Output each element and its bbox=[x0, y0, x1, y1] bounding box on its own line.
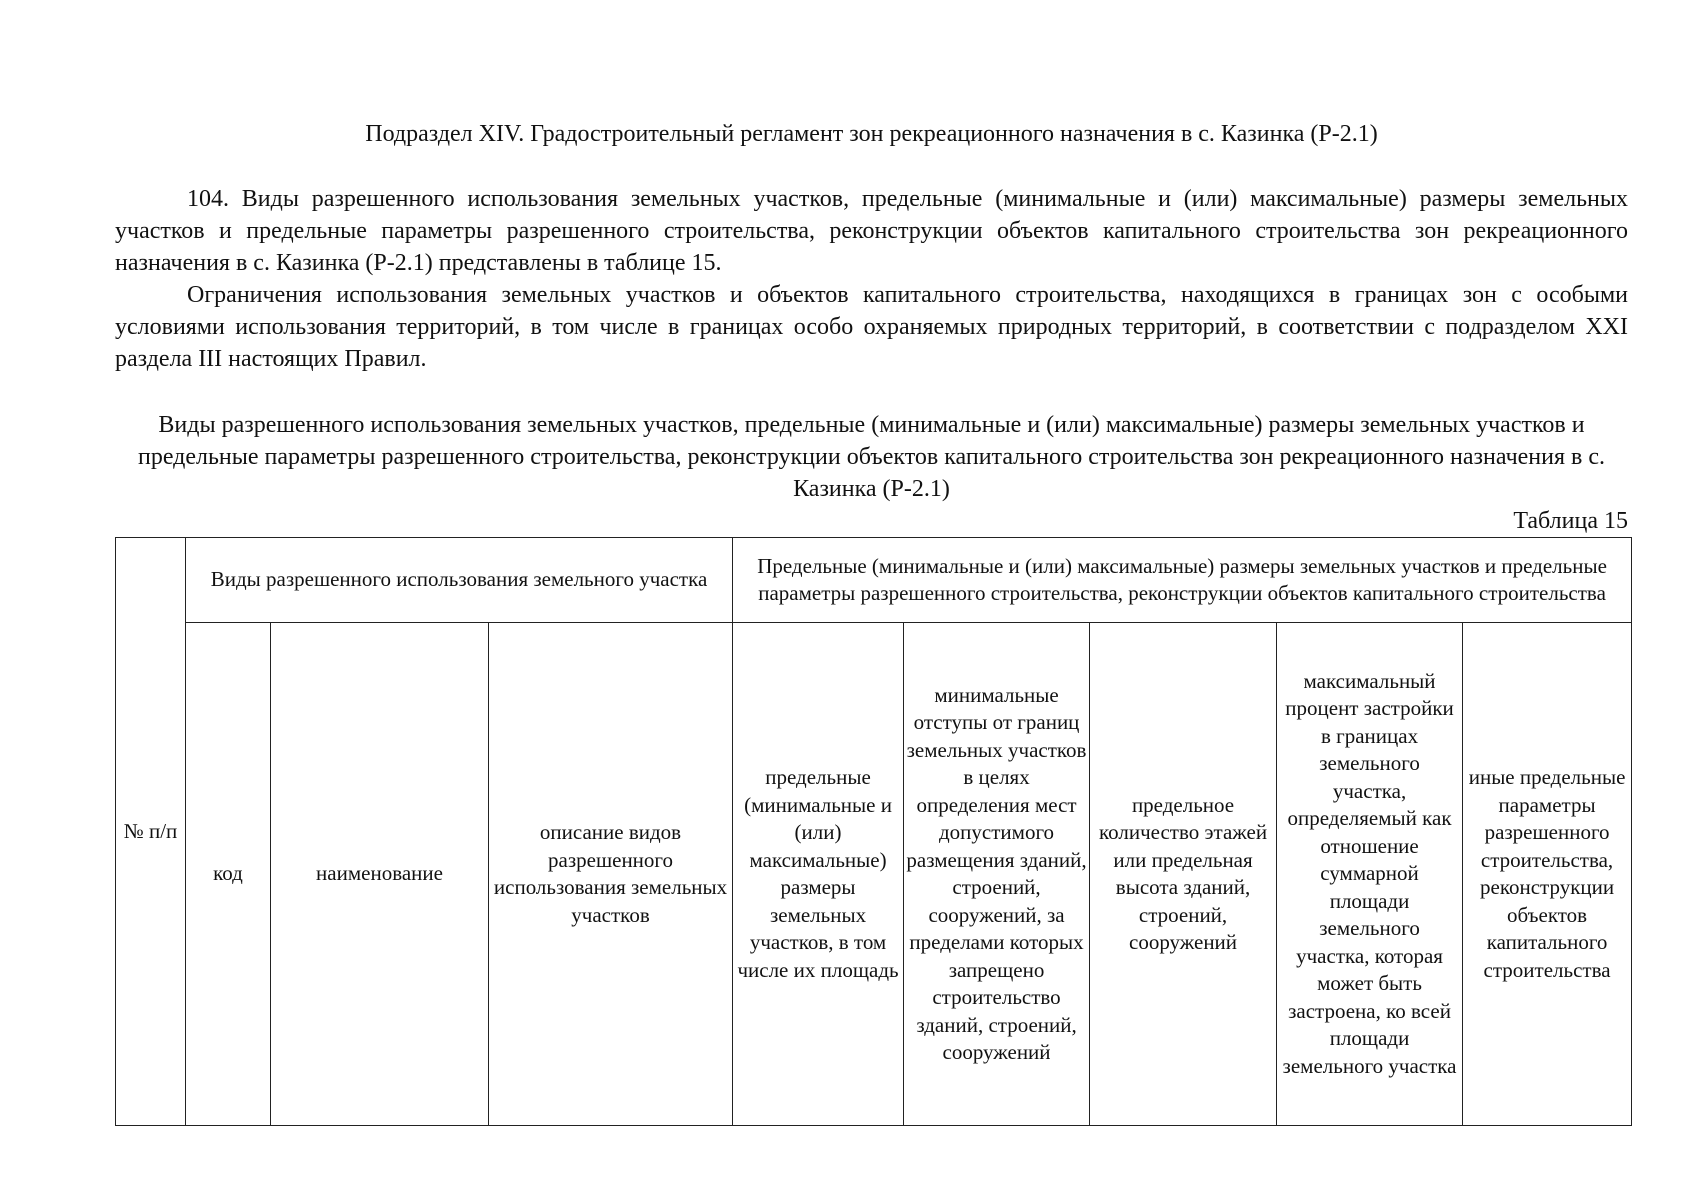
header-coverage: максимальный процент застройки в границах земельного участка, определяемый как отношение суммарной площади земельного участка, которая может быть застроена, ко всей площади земельного участка bbox=[1277, 623, 1463, 1126]
table-caption: Виды разрешенного использования земельных участков, предельные (минимальные и (или) максимальные) размеры земельных участков и предельные параметры разрешенного строительства, реконструкции объектов капитального строительства зон рекреационного назначения в с. Казинка (Р-2.1) bbox=[137, 412, 1606, 502]
table-number: Таблица 15 bbox=[1513, 508, 1628, 534]
header-name: наименование bbox=[271, 623, 489, 1126]
regulations-table bbox=[115, 537, 1632, 1126]
header-group-uses: Виды разрешенного использования земельного участка bbox=[186, 538, 733, 623]
header-group-limits: Предельные (минимальные и (или) максимальные) размеры земельных участков и предельные параметры разрешенного строительства, реконструкции объектов капитального строительства bbox=[733, 538, 1632, 623]
paragraph-104: 104. Виды разрешенного использования земельных участков, предельные (минимальные и (или) максимальные) размеры земельных участков и предельные параметры разрешенного строительства, реконструкции объектов капитального строительства зон рекреационного назначения в с. Казинка (Р-2.1) представлены в таблице 15. bbox=[115, 186, 1628, 276]
header-description: описание видов разрешенного использования земельных участков bbox=[489, 623, 733, 1126]
table-header-row-columns bbox=[116, 623, 1632, 1126]
header-code: код bbox=[186, 623, 271, 1126]
paragraph-restrictions: Ограничения использования земельных участков и объектов капитального строительства, находящихся в границах зон с особыми условиями использования территорий, в том числе в границах особо охраняемых природных территорий, в соответствии с подразделом XXI раздела III настоящих Правил. bbox=[115, 282, 1628, 372]
table-header-row-group bbox=[116, 538, 1632, 623]
header-number: № п/п bbox=[116, 538, 186, 1126]
header-plot-sizes: предельные (минимальные и (или) максимальные) размеры земельных участков, в том числе их площадь bbox=[733, 623, 904, 1126]
header-floors: предельное количество этажей или предельная высота зданий, строений, сооружений bbox=[1090, 623, 1277, 1126]
header-other-params: иные предельные параметры разрешенного строительства, реконструкции объектов капитального строительства bbox=[1463, 623, 1632, 1126]
header-setbacks: минимальные отступы от границ земельных участков в целях определения мест допустимого размещения зданий, строений, сооружений, за пределами которых запрещено строительство зданий, строений, сооружений bbox=[904, 623, 1090, 1126]
subsection-title: Подраздел XIV. Градостроительный регламент зон рекреационного назначения в с. Казинка (Р-2.1) bbox=[365, 121, 1378, 147]
